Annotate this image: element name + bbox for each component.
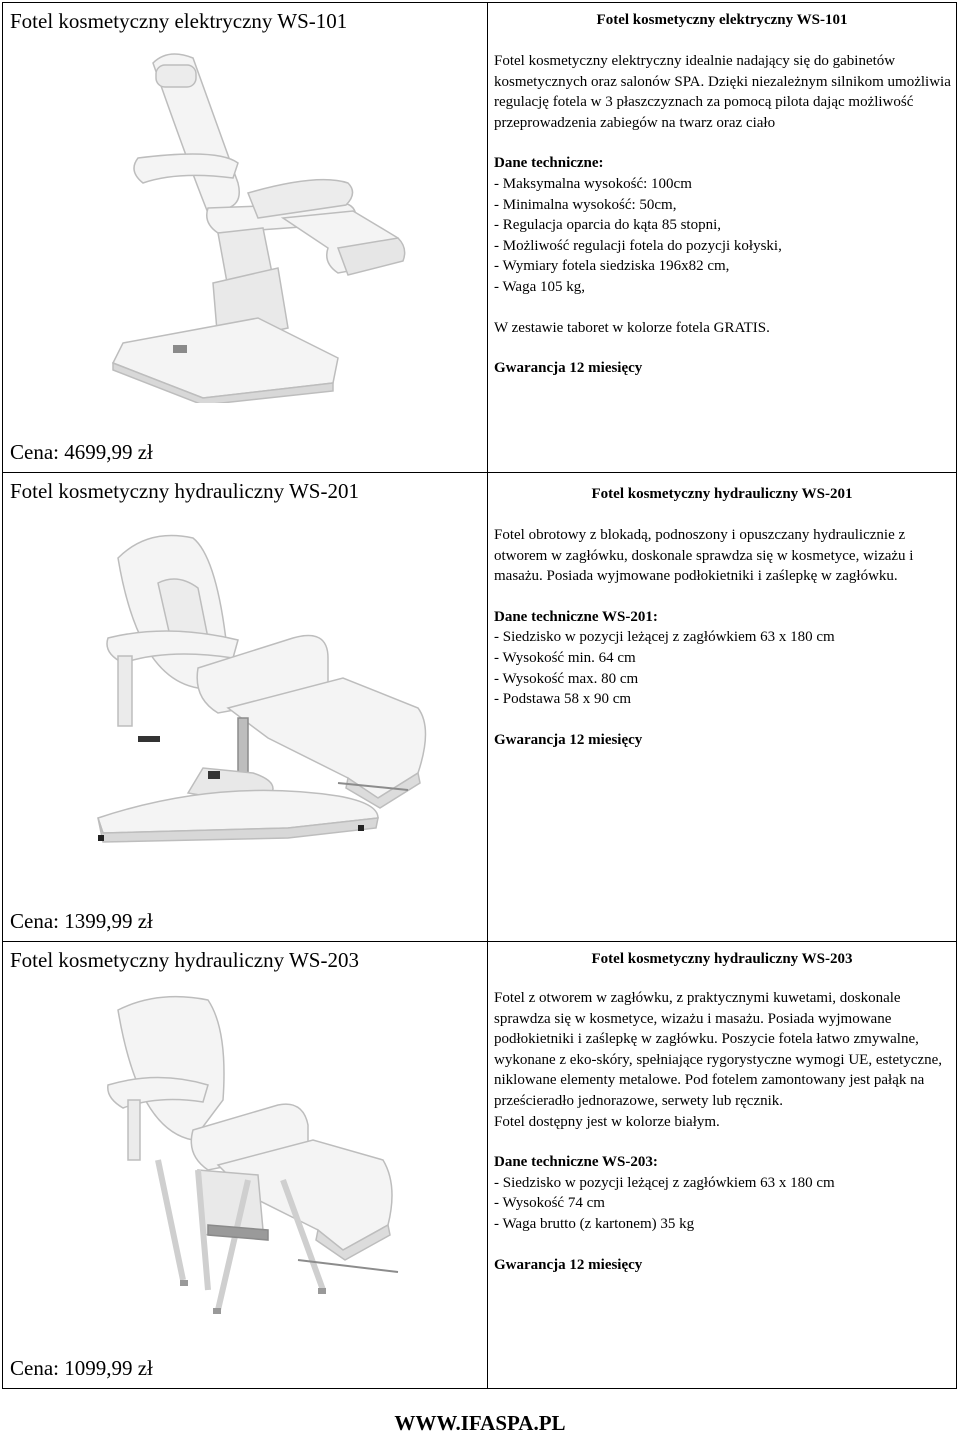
- warranty-label: Gwarancja 12 miesięcy: [494, 1256, 643, 1273]
- spec-item: - Waga 105 kg,: [494, 278, 585, 295]
- product-details: [494, 525, 956, 750]
- spec-item: - Siedzisko w pozycji leżącej z zagłówkiem 63 x 180 cm: [494, 1174, 835, 1191]
- spec-item: - Regulacja oparcia do kąta 85 stopni,: [494, 217, 722, 234]
- website-link[interactable]: WWW.IFASPA.PL: [394, 1411, 566, 1435]
- product-description: Fotel obrotowy z blokadą, podnoszony i opuszczany hydraulicznie z otworem w zagłówku, doskonale sprawdza się w kosmetyce, wizażu i masażu. Posiada wyjmowane podłokietniki i zaślepkę w zagłówku.: [494, 527, 914, 585]
- spec-item: - Podstawa 58 x 90 cm: [494, 691, 632, 708]
- product-image-cell: [3, 942, 488, 1389]
- product-row-ws203: [3, 942, 957, 1389]
- product-price: Cena: 4699,99 zł: [10, 440, 153, 464]
- product-description-cell: [488, 473, 957, 942]
- spec-item: - Wysokość max. 80 cm: [494, 670, 639, 687]
- product-description-cell: [488, 942, 957, 1389]
- chair-image-ws101: [98, 43, 428, 403]
- product-title: Fotel kosmetyczny elektryczny WS-101: [10, 9, 348, 33]
- product-heading: Fotel kosmetyczny elektryczny WS-101: [596, 12, 848, 28]
- spec-item: - Waga brutto (z kartonem) 35 kg: [494, 1215, 695, 1232]
- specs-heading: Dane techniczne:: [494, 155, 604, 172]
- product-image-cell: [3, 3, 488, 473]
- warranty-label: Gwarancja 12 miesięcy: [494, 360, 643, 377]
- product-title: Fotel kosmetyczny hydrauliczny WS-201: [10, 479, 359, 503]
- product-price: Cena: 1399,99 zł: [10, 909, 153, 933]
- product-details: [494, 988, 956, 1275]
- color-note: Fotel dostępny jest w kolorze białym.: [494, 1113, 720, 1130]
- product-price: Cena: 1099,99 zł: [10, 1356, 153, 1380]
- chair-image-ws203: [98, 990, 428, 1330]
- warranty-label: Gwarancja 12 miesięcy: [494, 731, 643, 748]
- product-heading: Fotel kosmetyczny hydrauliczny WS-203: [591, 951, 853, 967]
- spec-item: - Wysokość min. 64 cm: [494, 649, 636, 666]
- product-row-ws101: [3, 3, 957, 473]
- product-description-cell: [488, 3, 957, 473]
- chair-image-ws201: [78, 528, 428, 898]
- spec-item: - Maksymalna wysokość: 100cm: [494, 175, 692, 192]
- spec-item: - Wysokość 74 cm: [494, 1195, 605, 1212]
- bundle-note: W zestawie taboret w kolorze fotela GRATIS.: [494, 319, 770, 336]
- product-title: Fotel kosmetyczny hydrauliczny WS-203: [10, 948, 359, 972]
- product-row-ws201: [3, 473, 957, 942]
- product-image-cell: [3, 473, 488, 942]
- spec-item: - Minimalna wysokość: 50cm,: [494, 196, 677, 213]
- specs-heading: Dane techniczne WS-203:: [494, 1154, 658, 1171]
- spec-item: - Możliwość regulacji fotela do pozycji kołyski,: [494, 237, 782, 254]
- product-table: [2, 2, 957, 1389]
- specs-heading: Dane techniczne WS-201:: [494, 608, 658, 625]
- product-description: Fotel kosmetyczny elektryczny idealnie nadający się do gabinetów kosmetycznych oraz salonów SPA. Dzięki niezależnym silnikom umożliwia regulację fotela w 3 płaszczyznach za pomocą pilota dając możliwość przeprowadzenia zabiegów na twarz oraz ciało: [494, 53, 951, 131]
- product-details: [494, 51, 956, 379]
- product-heading: Fotel kosmetyczny hydrauliczny WS-201: [591, 486, 853, 502]
- spec-item: - Wymiary fotela siedziska 196x82 cm,: [494, 258, 730, 275]
- spec-item: - Siedzisko w pozycji leżącej z zagłówkiem 63 x 180 cm: [494, 629, 835, 646]
- product-description: Fotel z otworem w zagłówku, z praktycznymi kuwetami, doskonale sprawdza się w kosmetyce, wizażu i masażu. Posiada wyjmowane podłokietniki i zaślepkę w zagłówku. Poszycie fotela łatwo zmywalne, wykonane z eko-skóry, spełniające rygorystyczne wymogi UE, estetyczne, niklowane elementy metalowe. Pod fotelem zamontowany jest pałąk na prześcieradło jednorazowe, serwety lub ręcznik.: [494, 990, 943, 1109]
